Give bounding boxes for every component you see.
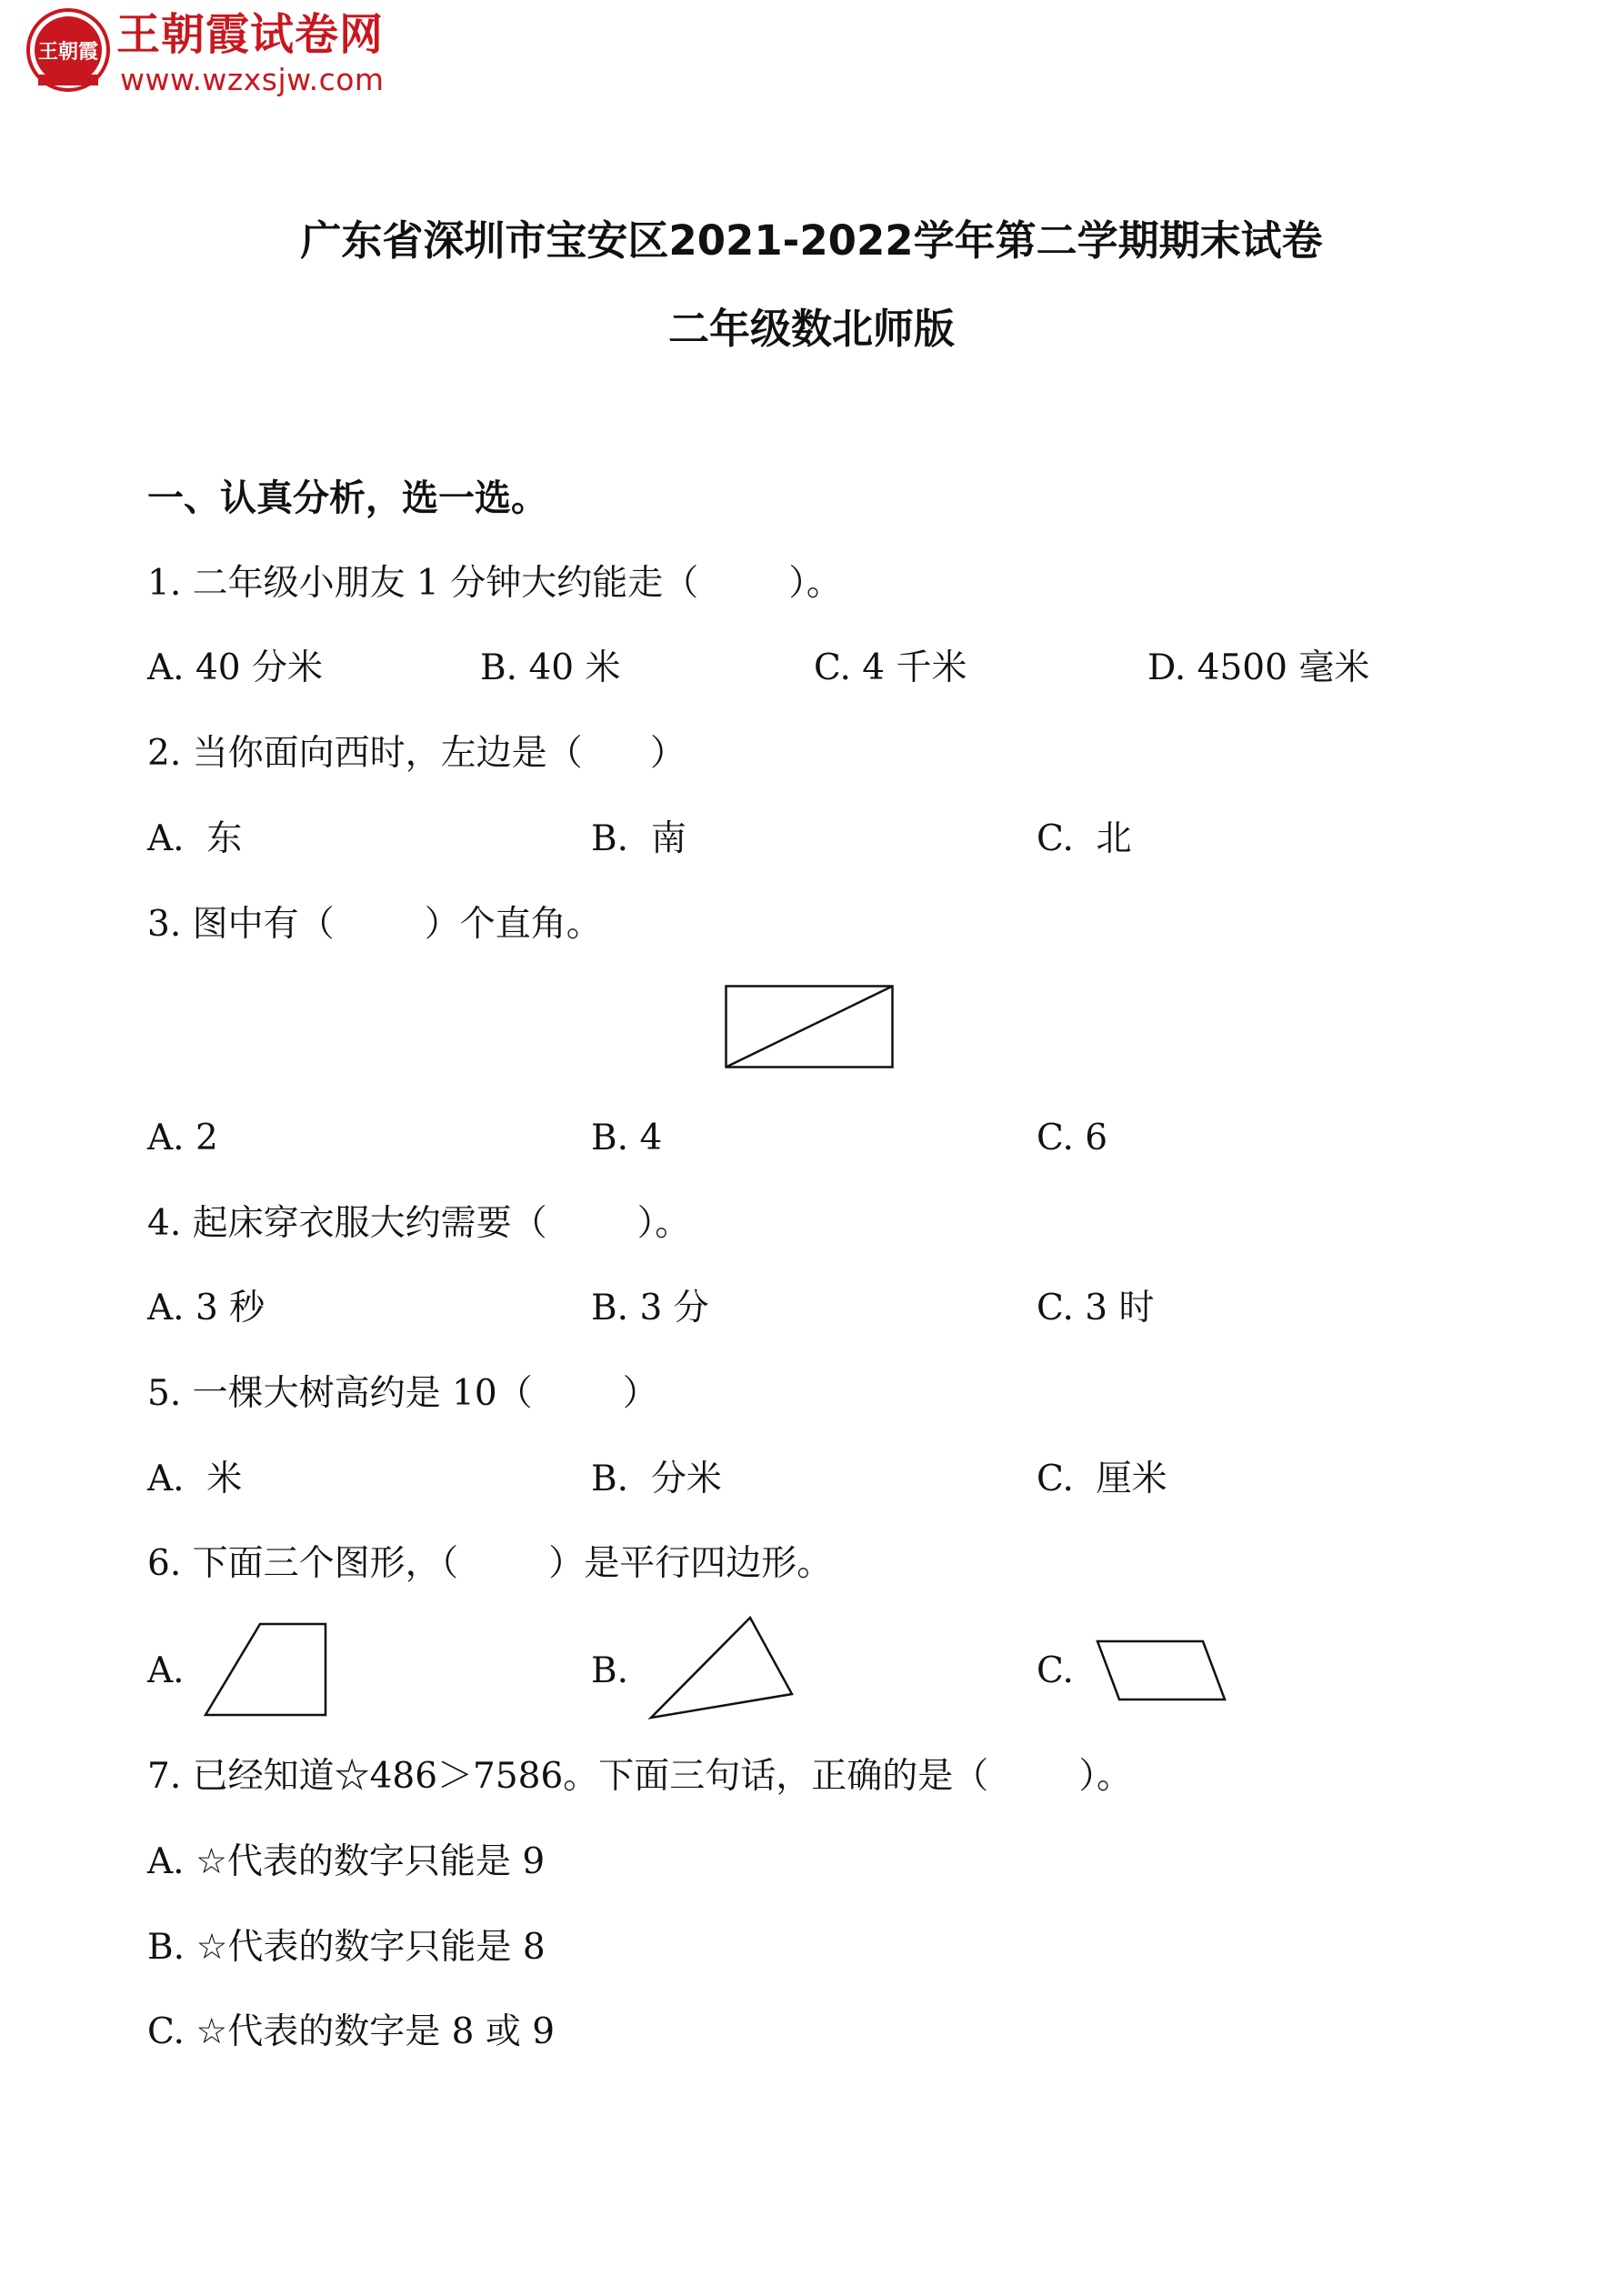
rectangle-with-diagonal-figure (725, 985, 894, 1070)
question-7-stem: 7. 已经知道☆486＞7586。下面三句话，正确的是（ ）。 (147, 1756, 1132, 1797)
question-3-option-b[interactable]: B. 4 (591, 1118, 663, 1158)
question-5-stem: 5. 一棵大树高约是 10（ ） (147, 1373, 658, 1414)
question-6-option-c[interactable]: C. (1037, 1650, 1074, 1691)
question-6-option-b[interactable]: B. (591, 1650, 629, 1691)
question-1-option-c[interactable]: C. 4 千米 (814, 647, 967, 688)
site-name: 王朝霞试卷网 (116, 9, 385, 60)
question-3-option-a[interactable]: A. 2 (147, 1118, 218, 1158)
seal-text: 王朝霞 (37, 40, 99, 64)
question-6-stem: 6. 下面三个图形，（ ）是平行四边形。 (147, 1543, 833, 1584)
question-2-option-b[interactable]: B. 南 (591, 818, 686, 859)
exam-subtitle: 二年级数北师版 (667, 305, 955, 353)
site-logo-seal-icon (25, 7, 111, 93)
question-1-option-d[interactable]: D. 4500 毫米 (1147, 647, 1370, 688)
question-4-option-a[interactable]: A. 3 秒 (147, 1288, 265, 1328)
question-1-stem: 1. 二年级小朋友 1 分钟大约能走（ ）。 (147, 563, 842, 604)
question-7-option-b[interactable]: B. ☆代表的数字只能是 8 (147, 1927, 546, 1968)
question-4-option-c[interactable]: C. 3 时 (1037, 1288, 1155, 1328)
question-6-option-a[interactable]: A. (147, 1650, 185, 1691)
site-url[interactable]: www.wzxsjw.com (120, 62, 385, 97)
question-2-option-c[interactable]: C. 北 (1037, 818, 1132, 859)
question-4-stem: 4. 起床穿衣服大约需要（ ）。 (147, 1203, 691, 1244)
question-2-option-a[interactable]: A. 东 (147, 818, 243, 859)
question-7-option-c[interactable]: C. ☆代表的数字是 8 或 9 (147, 2011, 556, 2052)
triangle-shape-b (647, 1616, 795, 1721)
question-5-option-b[interactable]: B. 分米 (591, 1459, 722, 1499)
question-1-option-b[interactable]: B. 40 米 (480, 647, 621, 688)
parallelogram-shape-c (1096, 1639, 1227, 1703)
question-1-option-a[interactable]: A. 40 分米 (147, 647, 323, 688)
question-4-option-b[interactable]: B. 3 分 (591, 1288, 709, 1328)
question-7-option-a[interactable]: A. ☆代表的数字只能是 9 (147, 1841, 546, 1882)
question-5-option-a[interactable]: A. 米 (147, 1459, 243, 1499)
question-2-stem: 2. 当你面向西时，左边是（ ） (147, 733, 686, 774)
exam-title: 广东省深圳市宝安区2021-2022学年第二学期期末试卷 (300, 216, 1323, 265)
question-3-option-c[interactable]: C. 6 (1037, 1118, 1108, 1158)
question-5-option-c[interactable]: C. 厘米 (1037, 1459, 1167, 1499)
section-heading: 一、认真分析，选一选。 (147, 477, 547, 519)
question-3-stem: 3. 图中有（ ）个直角。 (147, 904, 602, 945)
trapezoid-shape-a (204, 1622, 327, 1717)
